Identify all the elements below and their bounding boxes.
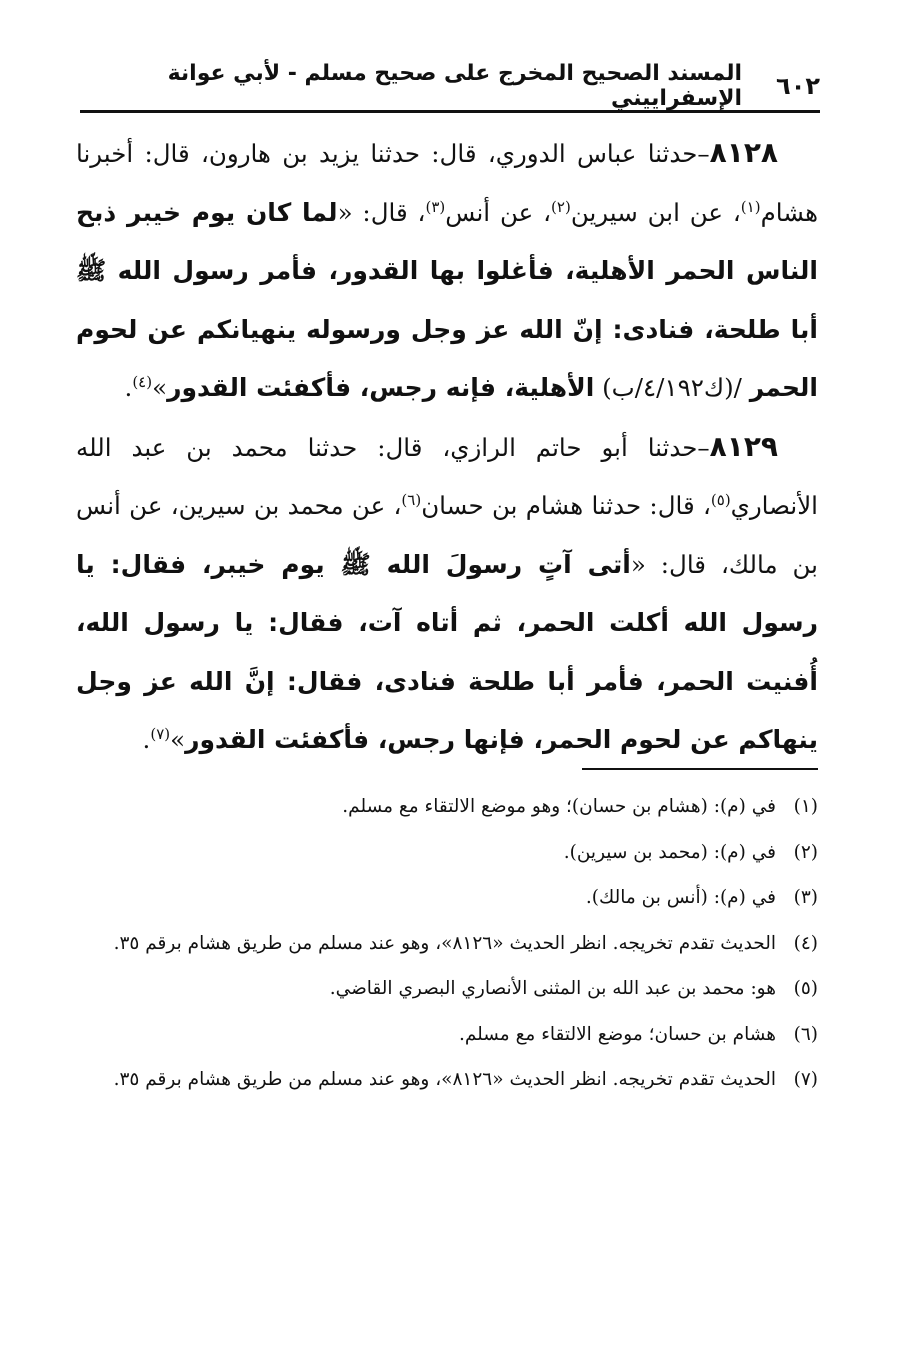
footnotes [82, 784, 818, 1103]
footnote-number: (٤) [793, 932, 818, 954]
isnad-text: ، قال: حدثنا هشام بن حسان [421, 491, 711, 520]
footnote-text: الحديث تقدم تخريجه. انظر الحديث «٨١٢٦»، وهو عند مسلم من طريق هشام برقم ٣٥. [113, 932, 776, 954]
footnote-ref: (١) [740, 197, 761, 216]
period: . [124, 373, 133, 402]
footnote-ref: (٥) [710, 490, 731, 509]
footnote-6 [82, 1012, 818, 1058]
footnote-1 [82, 784, 818, 830]
matn-text: لما كان يوم خيبر ذبح الناس الحمر الأهلية، فأغلوا بها القدور، فأمر رسول الله ﷺ أبا طلحة، فنادى: إنّ الله عز وجل ورسوله ينهيانكم عن لحوم الحمر [76, 197, 818, 402]
footnote-ref: (٦) [401, 490, 422, 509]
isnad-text: ، عن محمد بن سيرين، عن أنس بن مالك، قال: [76, 491, 818, 579]
period: . [142, 725, 151, 754]
quote-mark: « [630, 549, 646, 579]
isnad-text: –حدثنا أبو حاتم الرازي، قال: حدثنا محمد بن عبد الله الأنصاري [76, 432, 818, 520]
footnote-text: في (م): (أنس بن مالك). [585, 887, 776, 908]
footnote-ref: (٤) [132, 372, 153, 391]
isnad-text: ، قال: [352, 197, 426, 227]
footnote-separator [582, 768, 818, 770]
running-header [80, 62, 820, 113]
hadith-8128 [76, 124, 818, 418]
footnote-number: (٦) [793, 1023, 818, 1045]
footnote-text: هو: محمد بن عبد الله بن المثنى الأنصاري البصري القاضي. [329, 978, 776, 999]
footnote-text: الحديث تقدم تخريجه. انظر الحديث «٨١٢٦»، وهو عند مسلم من طريق هشام برقم ٣٥. [113, 1069, 776, 1090]
footnote-5 [82, 966, 818, 1012]
manuscript-ref: /(ك٤/١٩٢/ب) [594, 373, 750, 402]
footnote-number: (٢) [793, 841, 818, 863]
hadith-8129 [76, 418, 818, 770]
quote-mark: » [152, 373, 168, 402]
quote-mark: » [170, 725, 186, 754]
matn-text: أتى آتٍ رسولَ الله ﷺ يوم خيبر، فقال: يا رسول الله أكلت الحمر، ثم أتاه آت، فقال: يا رسول الله، أُفنيت الحمر، فأمر أبا طلحة فنادى، فقال: إنَّ الله عز وجل ينهاكم عن لحوم الحمر، فإنها رجس، فأكفئت القدور [76, 549, 818, 754]
footnote-7 [82, 1057, 818, 1103]
footnote-number: (٣) [793, 887, 818, 908]
isnad-text: –حدثنا عباس الدوري، قال: حدثنا يزيد بن هارون، قال: أخبرنا هشام [76, 139, 818, 227]
footnote-ref: (٣) [425, 197, 446, 216]
isnad-text: ، عن ابن سيرين [570, 197, 741, 227]
hadith-number: ٨١٢٩ [709, 429, 778, 463]
footnote-2 [82, 830, 818, 876]
footnote-number: (١) [793, 796, 818, 817]
footnote-text: في (م): (محمد بن سيرين). [563, 841, 776, 863]
footnote-ref: (٢) [551, 197, 571, 216]
footnote-3 [82, 875, 818, 921]
isnad-text: ، عن أنس [445, 197, 552, 227]
book-title: المسند الصحيح المخرج على صحيح مسلم - لأبي عوانة الإسفراييني [167, 61, 743, 111]
hadith-number: ٨١٢٨ [709, 136, 778, 169]
page-number: ٦٠٢ [776, 72, 820, 100]
footnote-text: في (م): (هشام بن حسان)؛ وهو موضع الالتقاء مع مسلم. [342, 796, 776, 817]
footnote-number: (٥) [793, 978, 818, 999]
footnote-4 [82, 921, 818, 967]
main-text [76, 124, 818, 770]
matn-text: الأهلية، فإنه رجس، فأكفئت القدور [167, 373, 595, 402]
footnote-text: هشام بن حسان؛ موضع الالتقاء مع مسلم. [458, 1023, 776, 1045]
footnote-ref: (٧) [150, 724, 171, 743]
quote-mark: « [337, 197, 353, 227]
footnote-number: (٧) [793, 1069, 818, 1090]
